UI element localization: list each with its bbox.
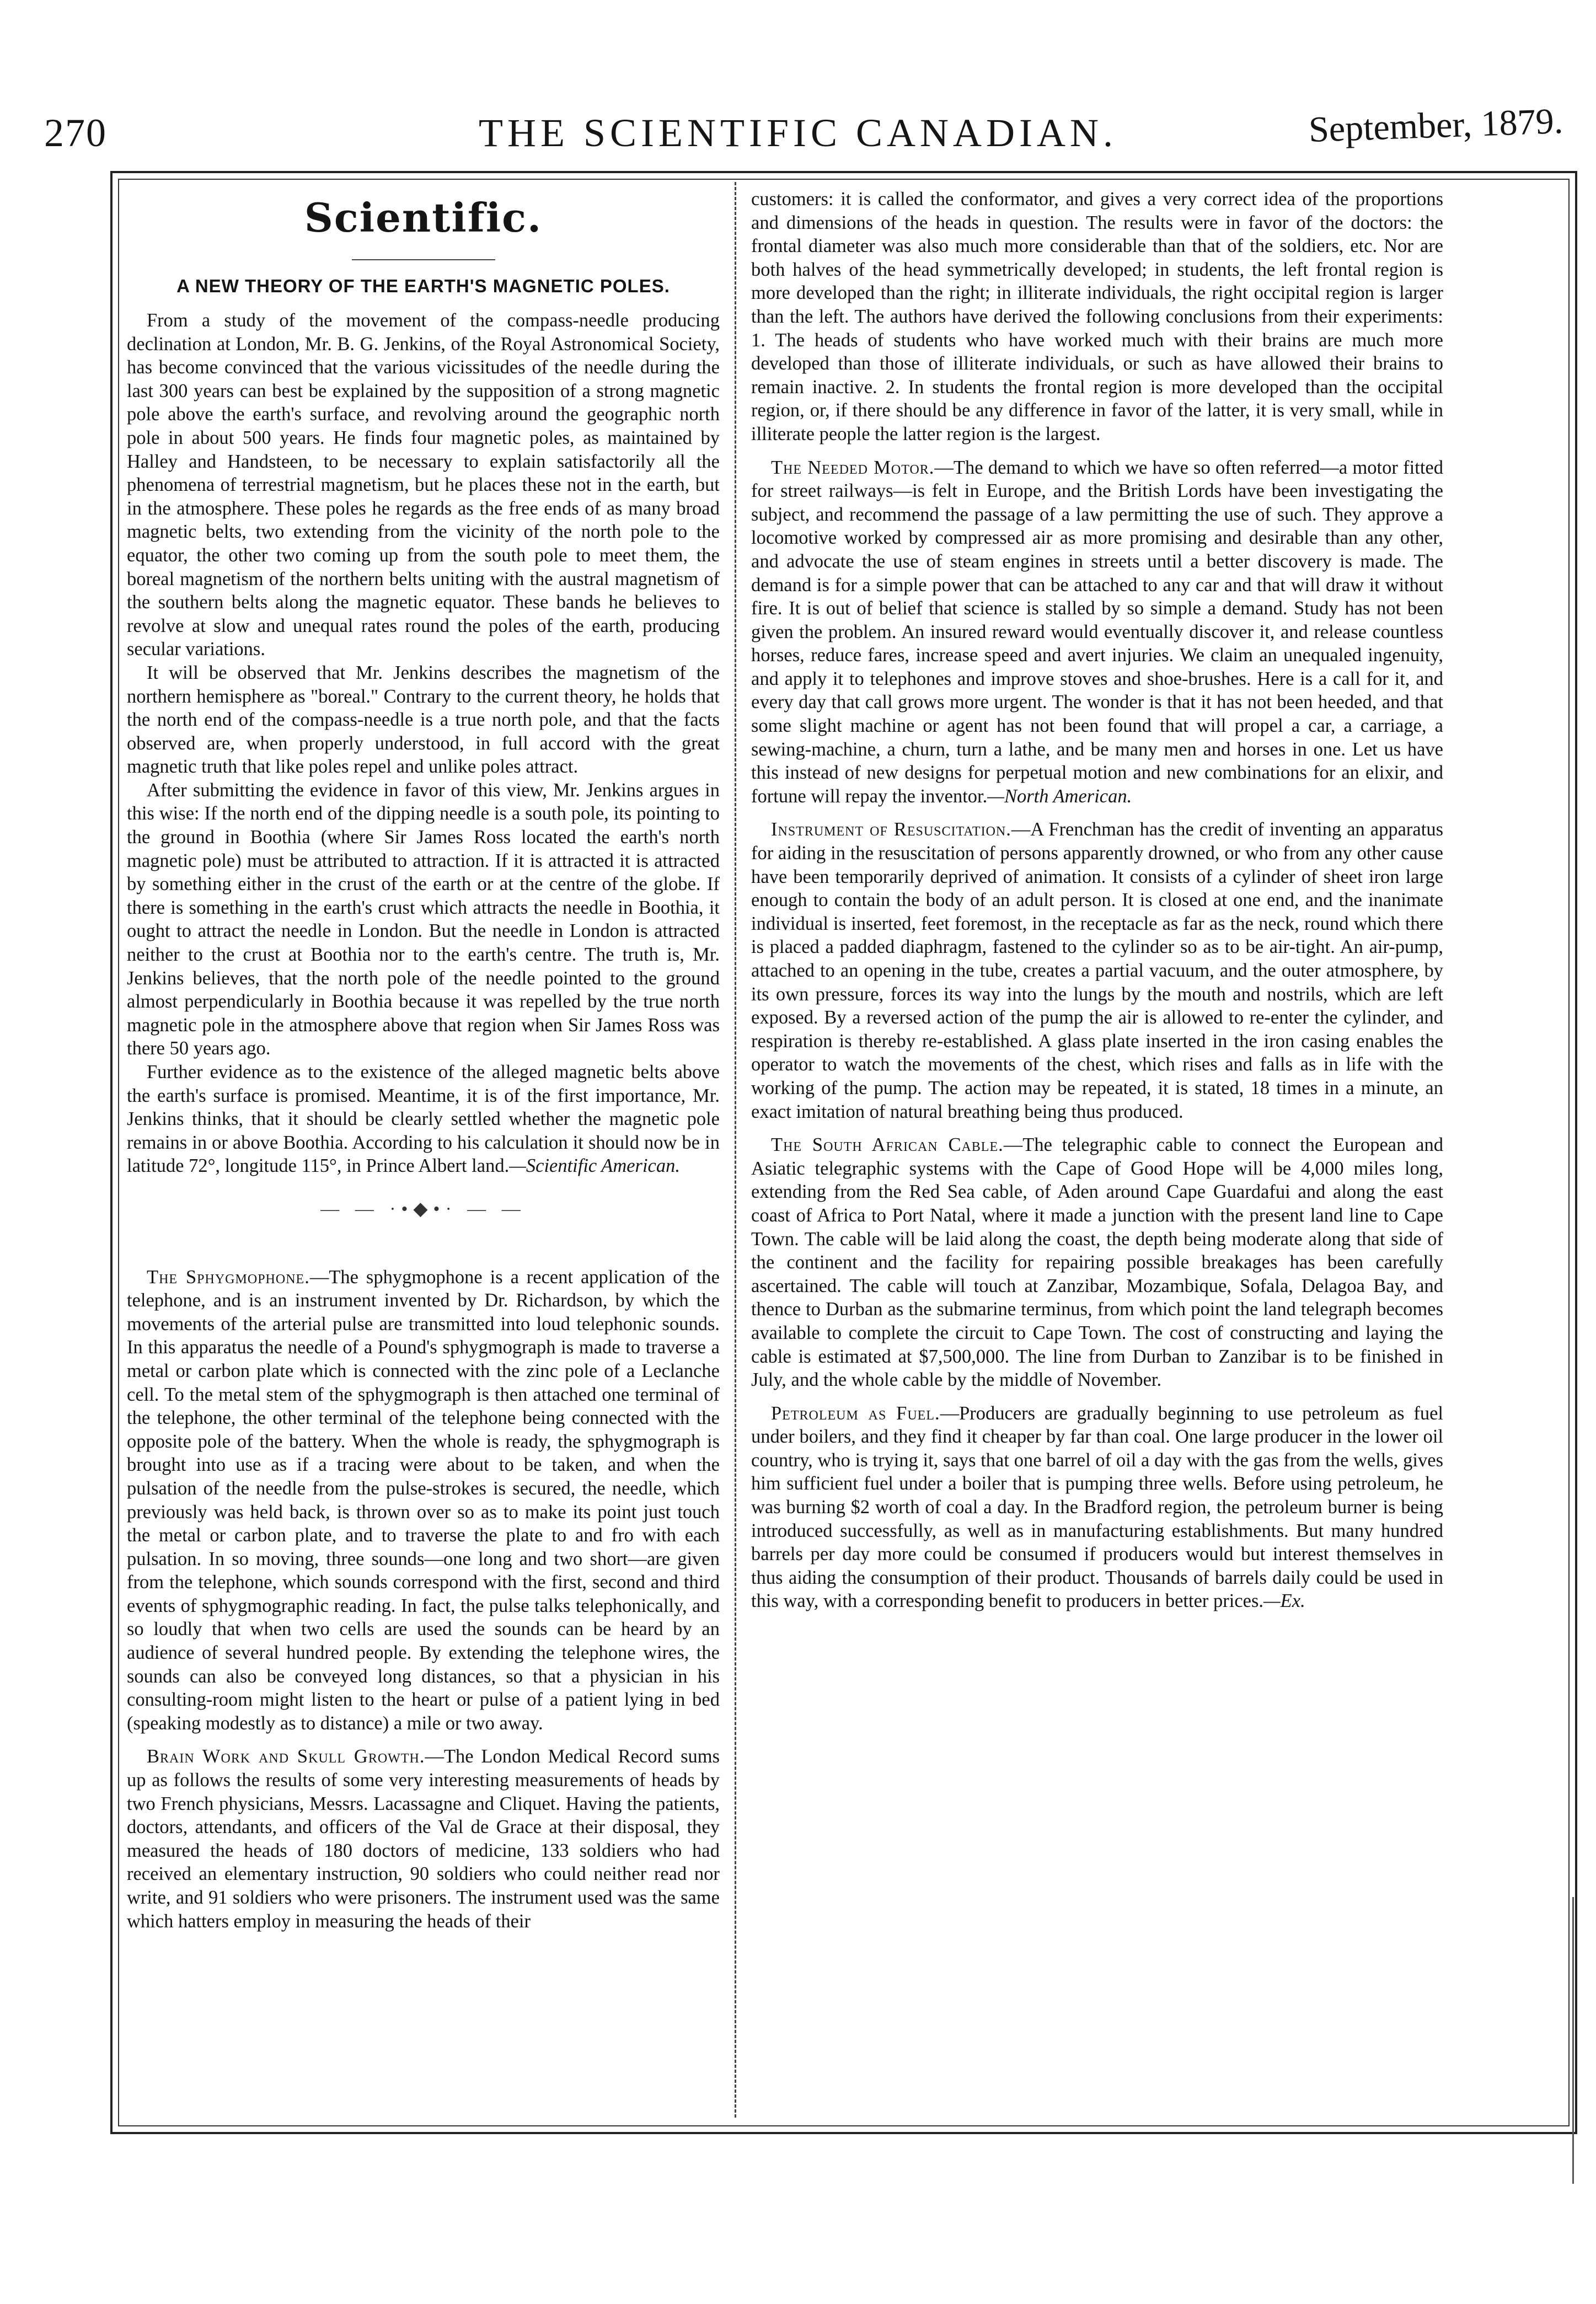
news-item xyxy=(127,1266,720,1735)
right-column xyxy=(751,187,1443,2118)
item-text: —The telegraphic cable to connect the European and Asiatic telegraphic systems with the Cape of Good Hope will be 4,000 miles long, extending from the Red Sea cable, of Aden around Cape Guardafui and along the east coast of Africa to Port Natal, where it made a junction with the present land line to Cape Town. The cable will be laid along the coast, the depth being moderate along that side of the continent and the facility for repairing possible breakages has been carefully ascertained. The cable will touch at Zanzibar, Mozambique, Sofala, Delagoa Bay, and thence to Durban as the submarine terminus, from which point the land telegraph becomes available to complete the circuit to Cape Town. The cost of constructing and laying the cable is estimated at $7,500,000. The line from Durban to Zanzibar is to be finished in July, and the whole cable by the middle of November. xyxy=(751,1134,1443,1391)
masthead: THE SCIENTIFIC CANADIAN. xyxy=(479,111,1117,155)
article-title: A NEW THEORY OF THE EARTH'S MAGNETIC POLES. xyxy=(176,276,670,296)
item-signature: —Ex. xyxy=(1263,1590,1305,1612)
issue-date: September, 1879. xyxy=(1308,100,1564,151)
page-number: 270 xyxy=(44,111,107,155)
news-item xyxy=(751,1402,1443,1613)
section-heading: Scientific. xyxy=(304,194,543,241)
item-text: —The London Medical Record sums up as follows the results of some very interesting measurements of heads by two French physicians, Messrs. Lacassagne and Cliquet. Having the patients, doctors, attendants, and officers of the Val de Grace at their disposal, they measured the heads of 180 doctors of medicine, 133 soldiers who had received an elementary instruction, 90 soldiers who could neither read nor write, and 91 soldiers who were prisoners. The instrument used was the same which hatters employ in measuring the heads of their xyxy=(127,1746,720,1932)
column-divider xyxy=(735,182,736,2118)
heading-rule xyxy=(352,259,495,260)
article-paragraph: It will be observed that Mr. Jenkins describes the magnetism of the northern hemisphere as "boreal." Contrary to the current theory, he holds that the north end of the compass-needle is a true north pole, and that the facts observed are, when properly understood, in full accord with the great magnetic truth that like poles repel and unlike poles attract. xyxy=(127,662,720,778)
article-paragraph: From a study of the movement of the compass-needle producing declination at London, Mr. B. G. Jenkins, of the Royal Astronomical Society, has become convinced that the various vicissitudes of the needle during the last 300 years can best be explained by the supposition of a strong magnetic pole above the earth's surface, and revolving around the geographic north pole in about 500 years. He finds four magnetic poles, as maintained by Halley and Handsteen, to be necessary to explain satisfactorily all the phenomena of terrestrial magnetism, but he places these not in the earth, but in the atmosphere. These poles he regards as the free ends of as many broad magnetic belts, two extending from the vicinity of the north pole to the equator, the other two coming up from the south pole to meet them, the boreal magnetism of the northern belts uniting with the austral magnetism of the southern belts along the magnetic equator. These bands he believes to revolve at slow and unequal rates round the poles of the earth, producing secular variations. xyxy=(127,310,720,660)
news-item xyxy=(751,456,1443,808)
item-signature: —North American. xyxy=(987,785,1132,807)
article-paragraph xyxy=(127,1060,720,1178)
left-column xyxy=(127,187,720,2118)
ornament-divider: — — ·•◆•· — — xyxy=(320,1198,526,1219)
item-text: —The sphygmophone is a recent application of the telephone, and is an instrument invented by Dr. Richardson, by which the movements of the arterial pulse are transmitted into loud telephonic sounds. In this apparatus the needle of a Pound's sphygmograph is made to traverse a metal or carbon plate which is connected with the zinc pole of a Leclanche cell. To the metal stem of the sphygmograph is then attached one terminal of the telephone, the other terminal of the telephone being connected with the opposite pole of the battery. When the whole is ready, the sphygmograph is brought into use as if a tracing were about to be taken, and when the pulsation of the needle from the pulse-strokes is secured, the needle, which previously was held back, is thrown over so as to make its point just touch the metal or carbon plate, and to traverse the plate to and fro with each pulsation. In so moving, three sounds—one long and two short—are given from the telephone, which sounds correspond with the first, second and third events of sphygmographic reading. In fact, the pulse talks telephonically, and so loudly that when two cells are used the sounds can be heard by an audience of several hundred people. By extending the telephone wires, the sounds can also be conveyed long distances, so that a physician in his consulting-room might listen to the heart or pulse of a patient lying in bed (speaking modestly as to distance) a mile or two away. xyxy=(127,1266,720,1734)
item-heading: Brain Work and Skull Growth. xyxy=(147,1746,425,1767)
news-item xyxy=(751,818,1443,1123)
item-text: —A Frenchman has the credit of inventing an apparatus for aiding in the resuscitation of persons apparently drowned, or who from any other cause have been temporarily deprived of animation. It consists of a cylinder of sheet iron large enough to contain the body of an adult person. It is closed at one end, and the inanimate individual is inserted, feet foremost, in the receptacle as far as the neck, round which there is placed a padded diaphragm, fastened to the cylinder so as to be air-tight. An air-pump, attached to an opening in the tube, creates a partial vacuum, and the outer atmosphere, by its own pressure, forces its way into the lungs by the mouth and nostrils, which are left exposed. By a reversed action of the pump the air is allowed to re-enter the cylinder, and respiration is thereby re-established. A glass plate inserted in the iron casing enables the operator to watch the movements of the chest, which rises and falls as in life with the working of the pump. The action may be repeated, it is stated, 18 times in a minute, an exact imitation of natural breathing being thus produced. xyxy=(751,819,1443,1122)
item-heading: The Needed Motor. xyxy=(771,457,935,478)
article-paragraph: After submitting the evidence in favor of this view, Mr. Jenkins argues in this wise: If the north end of the dipping needle is a south pole, its pointing to the ground in Boothia (where Sir James Ross located the earth's north magnetic pole) must be attributed to attraction. If it is attracted it is attracted by something either in the crust of the earth or at the centre of the globe. If there is something in the earth's crust which attracts the needle in Boothia, it ought to attract the needle in London. But the needle in London is attracted neither to the crust at Boothia nor to the earth's centre. The truth is, Mr. Jenkins believes, that the north pole of the needle pointed to the ground almost perpendicularly in Boothia because it was repelled by the true north magnetic pole in the atmosphere above that region when Sir James Ross was there 50 years ago. xyxy=(127,779,720,1059)
page-header xyxy=(0,0,1596,165)
news-item xyxy=(127,1745,720,1933)
continued-text: customers: it is called the conformator, and gives a very correct idea of the proportions and dimensions of the heads in question. The results were in favor of the doctors: the frontal diameter was also much more considerable than that of the soldiers, etc. Nor are both halves of the head symmetrically developed; in students, the left frontal region is more developed than the right; in illiterate individuals, the right occipital region is larger than the left. The authors have derived the following conclusions from their experiments: 1. The heads of students who have worked much with their brains are much more developed than those of illiterate individuals, or such as have allowed their brains to remain inactive. 2. In students the frontal region is more developed than the occipital region, or, if there should be any difference in favor of the latter, it is very small, while in illiterate people the latter region is the largest. xyxy=(751,189,1443,444)
news-item xyxy=(751,1133,1443,1392)
item-text: —The demand to which we have so often referred—a motor fitted for street railways—is felt in Europe, and the British Lords have been investigating the subject, and recommend the passage of a law permitting the use of such. They approve a locomotive worked by compressed air as more promising and desirable than any other, and advocate the use of steam engines in streets until a better discovery is made. The demand is for a simple power that can be attached to any car and that will draw it without fire. It is out of belief that science is stalled by so simple a demand. Study has not been given the problem. An insured reward would eventually discover it, and release countless horses, reduce fares, increase speed and avert injuries. We claim an unequaled ingenuity, and apply it to telephones and improve stoves and shoe-brushes. Here is a call for it, and every day that call grows more urgent. The wonder is that it has not been heeded, and that some slight machine or agent has not been found that will propel a car, a carriage, a sewing-machine, a churn, turn a lathe, and be many men and horses in one. Let us have this instead of new designs for perpetual motion and new combinations for an elixir, and fortune will repay the inventor. xyxy=(751,457,1443,807)
item-heading: The Sphygmophone. xyxy=(147,1266,310,1288)
page-edge-mark xyxy=(1572,1897,1596,2184)
article-paragraph-text: Further evidence as to the existence of the alleged magnetic belts above the earth's surface is promised. Meantime, it is of the first importance, Mr. Jenkins thinks, that it should be clearly settled whether the magnetic pole remains in or above Boothia. According to his calculation it should now be in latitude 72°, longitude 115°, in Prince Albert land. xyxy=(127,1062,720,1177)
item-heading: The South African Cable. xyxy=(771,1134,1004,1156)
item-text: —Producers are gradually beginning to use petroleum as fuel under boilers, and they find it cheaper by far than coal. One large producer in the lower oil country, who is trying it, says that one barrel of oil a day with the gas from the wells, gives him sufficient fuel under a boiler that is pumping three wells. Before using petroleum, he was burning $2 worth of coal a day. In the Bradford region, the petroleum burner is being introduced successfully, as well as in manufacturing establishments. But many hundred barrels per day more could be consumed if producers would but interest themselves in thus aiding the consumption of their product. Thousands of barrels daily could be used in this way, with a corresponding benefit to producers in better prices. xyxy=(751,1402,1443,1612)
item-heading: Petroleum as Fuel. xyxy=(771,1402,940,1424)
article-signature: —Scientific American. xyxy=(509,1155,680,1177)
item-heading: Instrument of Resuscitation. xyxy=(771,819,1011,840)
